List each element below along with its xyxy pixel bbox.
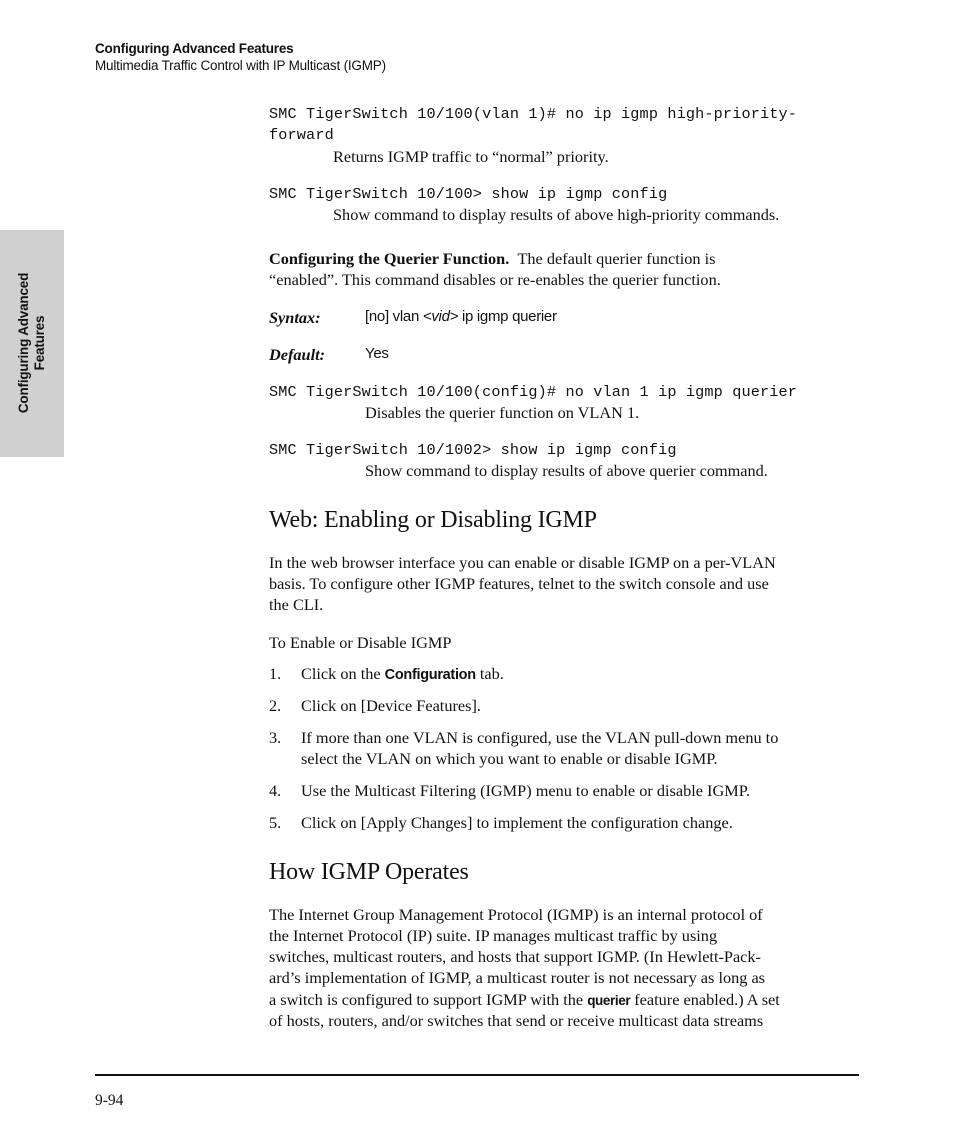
- igmp-para-line: the Internet Protocol (IP) suite. IP manages multicast traffic by using: [269, 926, 718, 945]
- step-number: 2.: [269, 696, 282, 715]
- section-heading-web: Web: Enabling or Disabling IGMP: [269, 507, 597, 533]
- command-description: Show command to display results of above high-priority commands.: [333, 205, 780, 224]
- procedure-title: To Enable or Disable IGMP: [269, 633, 452, 652]
- default-label: Default:: [269, 345, 326, 364]
- chapter-side-tab: [0, 230, 64, 457]
- step-text: If more than one VLAN is configured, use the VLAN pull-down menu to select the VLAN on which you want to enable or disable IGMP.: [301, 728, 779, 768]
- igmp-para-line: switches, multicast routers, and hosts that support IGMP. (In Hewlett-Pack-: [269, 947, 761, 966]
- igmp-para-line: ard’s implementation of IGMP, a multicast router is not necessary as long as: [269, 968, 766, 987]
- code-line: SMC TigerSwitch 10/100(vlan 1)# no ip igmp high-priority-: [269, 105, 798, 123]
- step-text: Use the Multicast Filtering (IGMP) menu to enable or disable IGMP.: [301, 781, 751, 800]
- step-number: 1.: [269, 664, 282, 683]
- default-value: Yes: [365, 345, 389, 362]
- querier-intro: [269, 248, 715, 269]
- syntax-value: [no] vlan <vid> ip igmp querier: [365, 308, 557, 325]
- step-text: Click on [Apply Changes] to implement the configuration change.: [301, 813, 733, 832]
- footer-rule: [95, 1074, 859, 1076]
- syntax-label: Syntax:: [269, 308, 321, 327]
- step-text: Click on the Configuration tab.: [301, 664, 504, 683]
- command-description: Returns IGMP traffic to “normal” priority.: [333, 147, 609, 166]
- running-header-section: Multimedia Traffic Control with IP Multicast (IGMP): [95, 58, 386, 73]
- ui-term-configuration: Configuration: [384, 667, 476, 683]
- side-tab-line1: Configuring Advanced: [16, 272, 31, 414]
- command-description: Disables the querier function on VLAN 1.: [365, 403, 640, 422]
- querier-intro-line2: “enabled”. This command disables or re-enables the querier function.: [269, 270, 721, 289]
- section-heading-igmp: How IGMP Operates: [269, 859, 469, 885]
- command-description: Show command to display results of above querier command.: [365, 461, 768, 480]
- step-number: 5.: [269, 813, 282, 832]
- web-para-line: basis. To configure other IGMP features, telnet to the switch console and use: [269, 574, 769, 593]
- igmp-para-line: a switch is configured to support IGMP with the querier feature enabled.) A set: [269, 990, 780, 1009]
- querier-run-in-heading: Configuring the Querier Function.: [269, 249, 510, 268]
- web-para-line: In the web browser interface you can enable or disable IGMP on a per-VLAN: [269, 553, 776, 572]
- running-header-chapter: Configuring Advanced Features: [95, 41, 294, 56]
- code-line: SMC TigerSwitch 10/100(config)# no vlan 1 ip igmp querier: [269, 383, 798, 401]
- page-number: 9-94: [95, 1092, 124, 1109]
- step-number: 4.: [269, 781, 282, 800]
- igmp-para-line: The Internet Group Management Protocol (IGMP) is an internal protocol of: [269, 905, 763, 924]
- step-number: 3.: [269, 728, 282, 747]
- code-line: forward: [269, 126, 334, 144]
- igmp-para-line: of hosts, routers, and/or switches that send or receive multicast data streams: [269, 1011, 764, 1030]
- web-para-line: the CLI.: [269, 595, 324, 614]
- side-tab-line2: Features: [32, 315, 47, 371]
- ui-term-querier: querier: [587, 993, 631, 1008]
- side-tab-label: [16, 273, 48, 413]
- step-text: Click on [Device Features].: [301, 696, 481, 715]
- code-line: SMC TigerSwitch 10/1002> show ip igmp config: [269, 441, 677, 459]
- code-line: SMC TigerSwitch 10/100> show ip igmp config: [269, 185, 668, 203]
- querier-intro-text: The default querier function is: [517, 249, 716, 268]
